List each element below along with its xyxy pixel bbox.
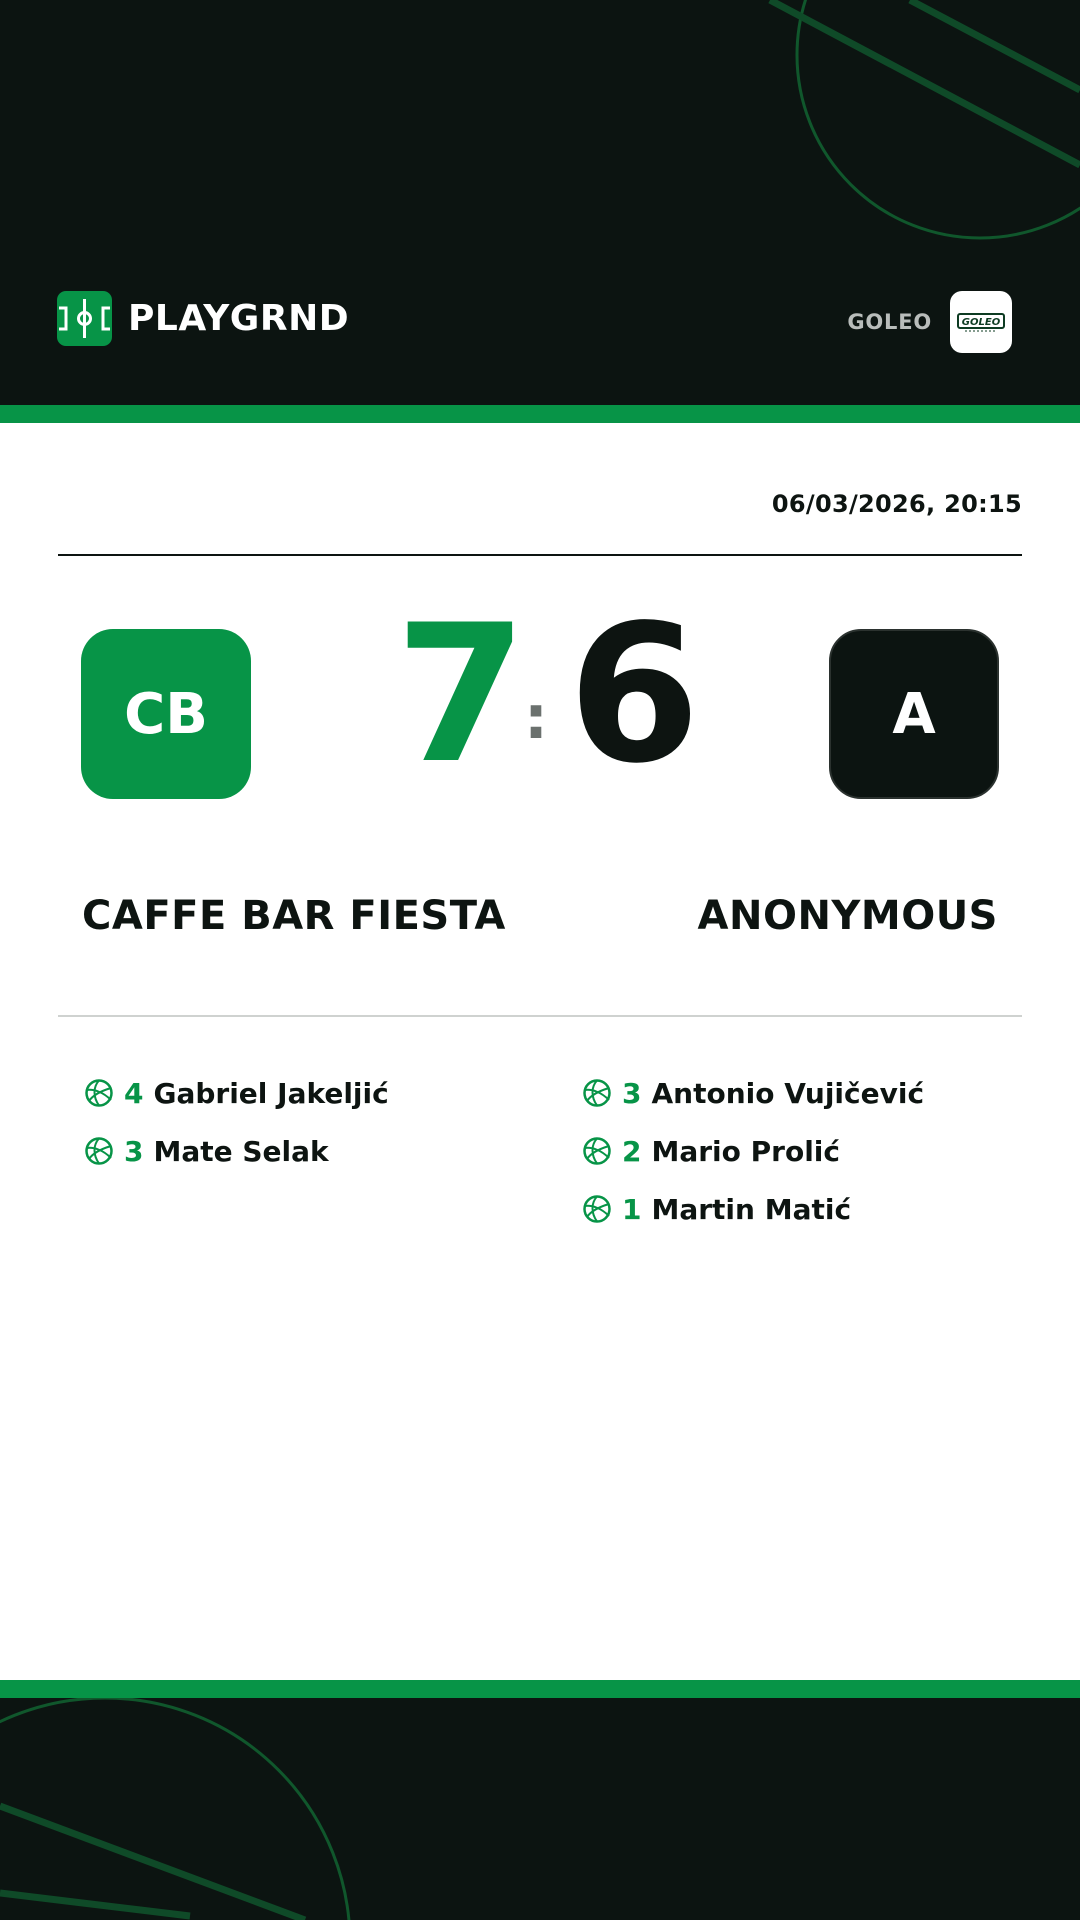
football-icon [582,1078,612,1108]
away-score: 6 [568,584,701,805]
football-icon [84,1136,114,1166]
scorer-goals: 1 [622,1192,642,1226]
partner-label: GOLEO [847,310,932,334]
scorer-row [582,1122,924,1180]
football-icon [582,1136,612,1166]
scorer-goals: 3 [124,1134,144,1168]
away-scorers [582,1064,924,1238]
divider-light [58,1015,1022,1017]
scorer-name: Mate Selak [153,1134,329,1168]
score-separator: : [524,683,548,753]
away-team-badge [829,629,999,799]
partner-logo-text: GOLEO [961,317,1001,328]
brand-name: PLAYGRND [128,298,350,339]
home-scorers [84,1064,389,1180]
home-team-badge [81,629,251,799]
scorer-name: Gabriel Jakeljić [153,1076,389,1110]
scorer-name: Mario Prolić [651,1134,840,1168]
football-icon [582,1194,612,1224]
away-team-initials: A [892,681,936,747]
scorer-row [84,1064,389,1122]
accent-band-bottom [0,1680,1080,1698]
away-team-name: ANONYMOUS [697,893,998,939]
header-banner [0,0,1080,405]
match-datetime: 06/03/2026, 20:15 [771,490,1022,518]
accent-band-top [0,405,1080,423]
scorer-goals: 2 [622,1134,642,1168]
scorer-name: Martin Matić [651,1192,852,1226]
partner-logo [950,291,1012,353]
football-icon [84,1078,114,1108]
home-team-name: CAFFE BAR FIESTA [82,893,506,939]
home-score: 7 [395,584,528,805]
scorer-goals: 3 [622,1076,642,1110]
scorer-goals: 4 [124,1076,144,1110]
divider [58,554,1022,556]
pitch-icon [57,291,112,346]
home-team-initials: CB [124,681,208,747]
scorer-name: Antonio Vujičević [651,1076,925,1110]
scorer-row [582,1180,924,1238]
partner [847,291,1012,353]
scorer-row [84,1122,389,1180]
footer-banner [0,1698,1080,1920]
brand [57,291,349,346]
partner-logo-image [957,309,1005,335]
decorative-pitch-lines [0,1698,1080,1920]
scorer-row [582,1064,924,1122]
